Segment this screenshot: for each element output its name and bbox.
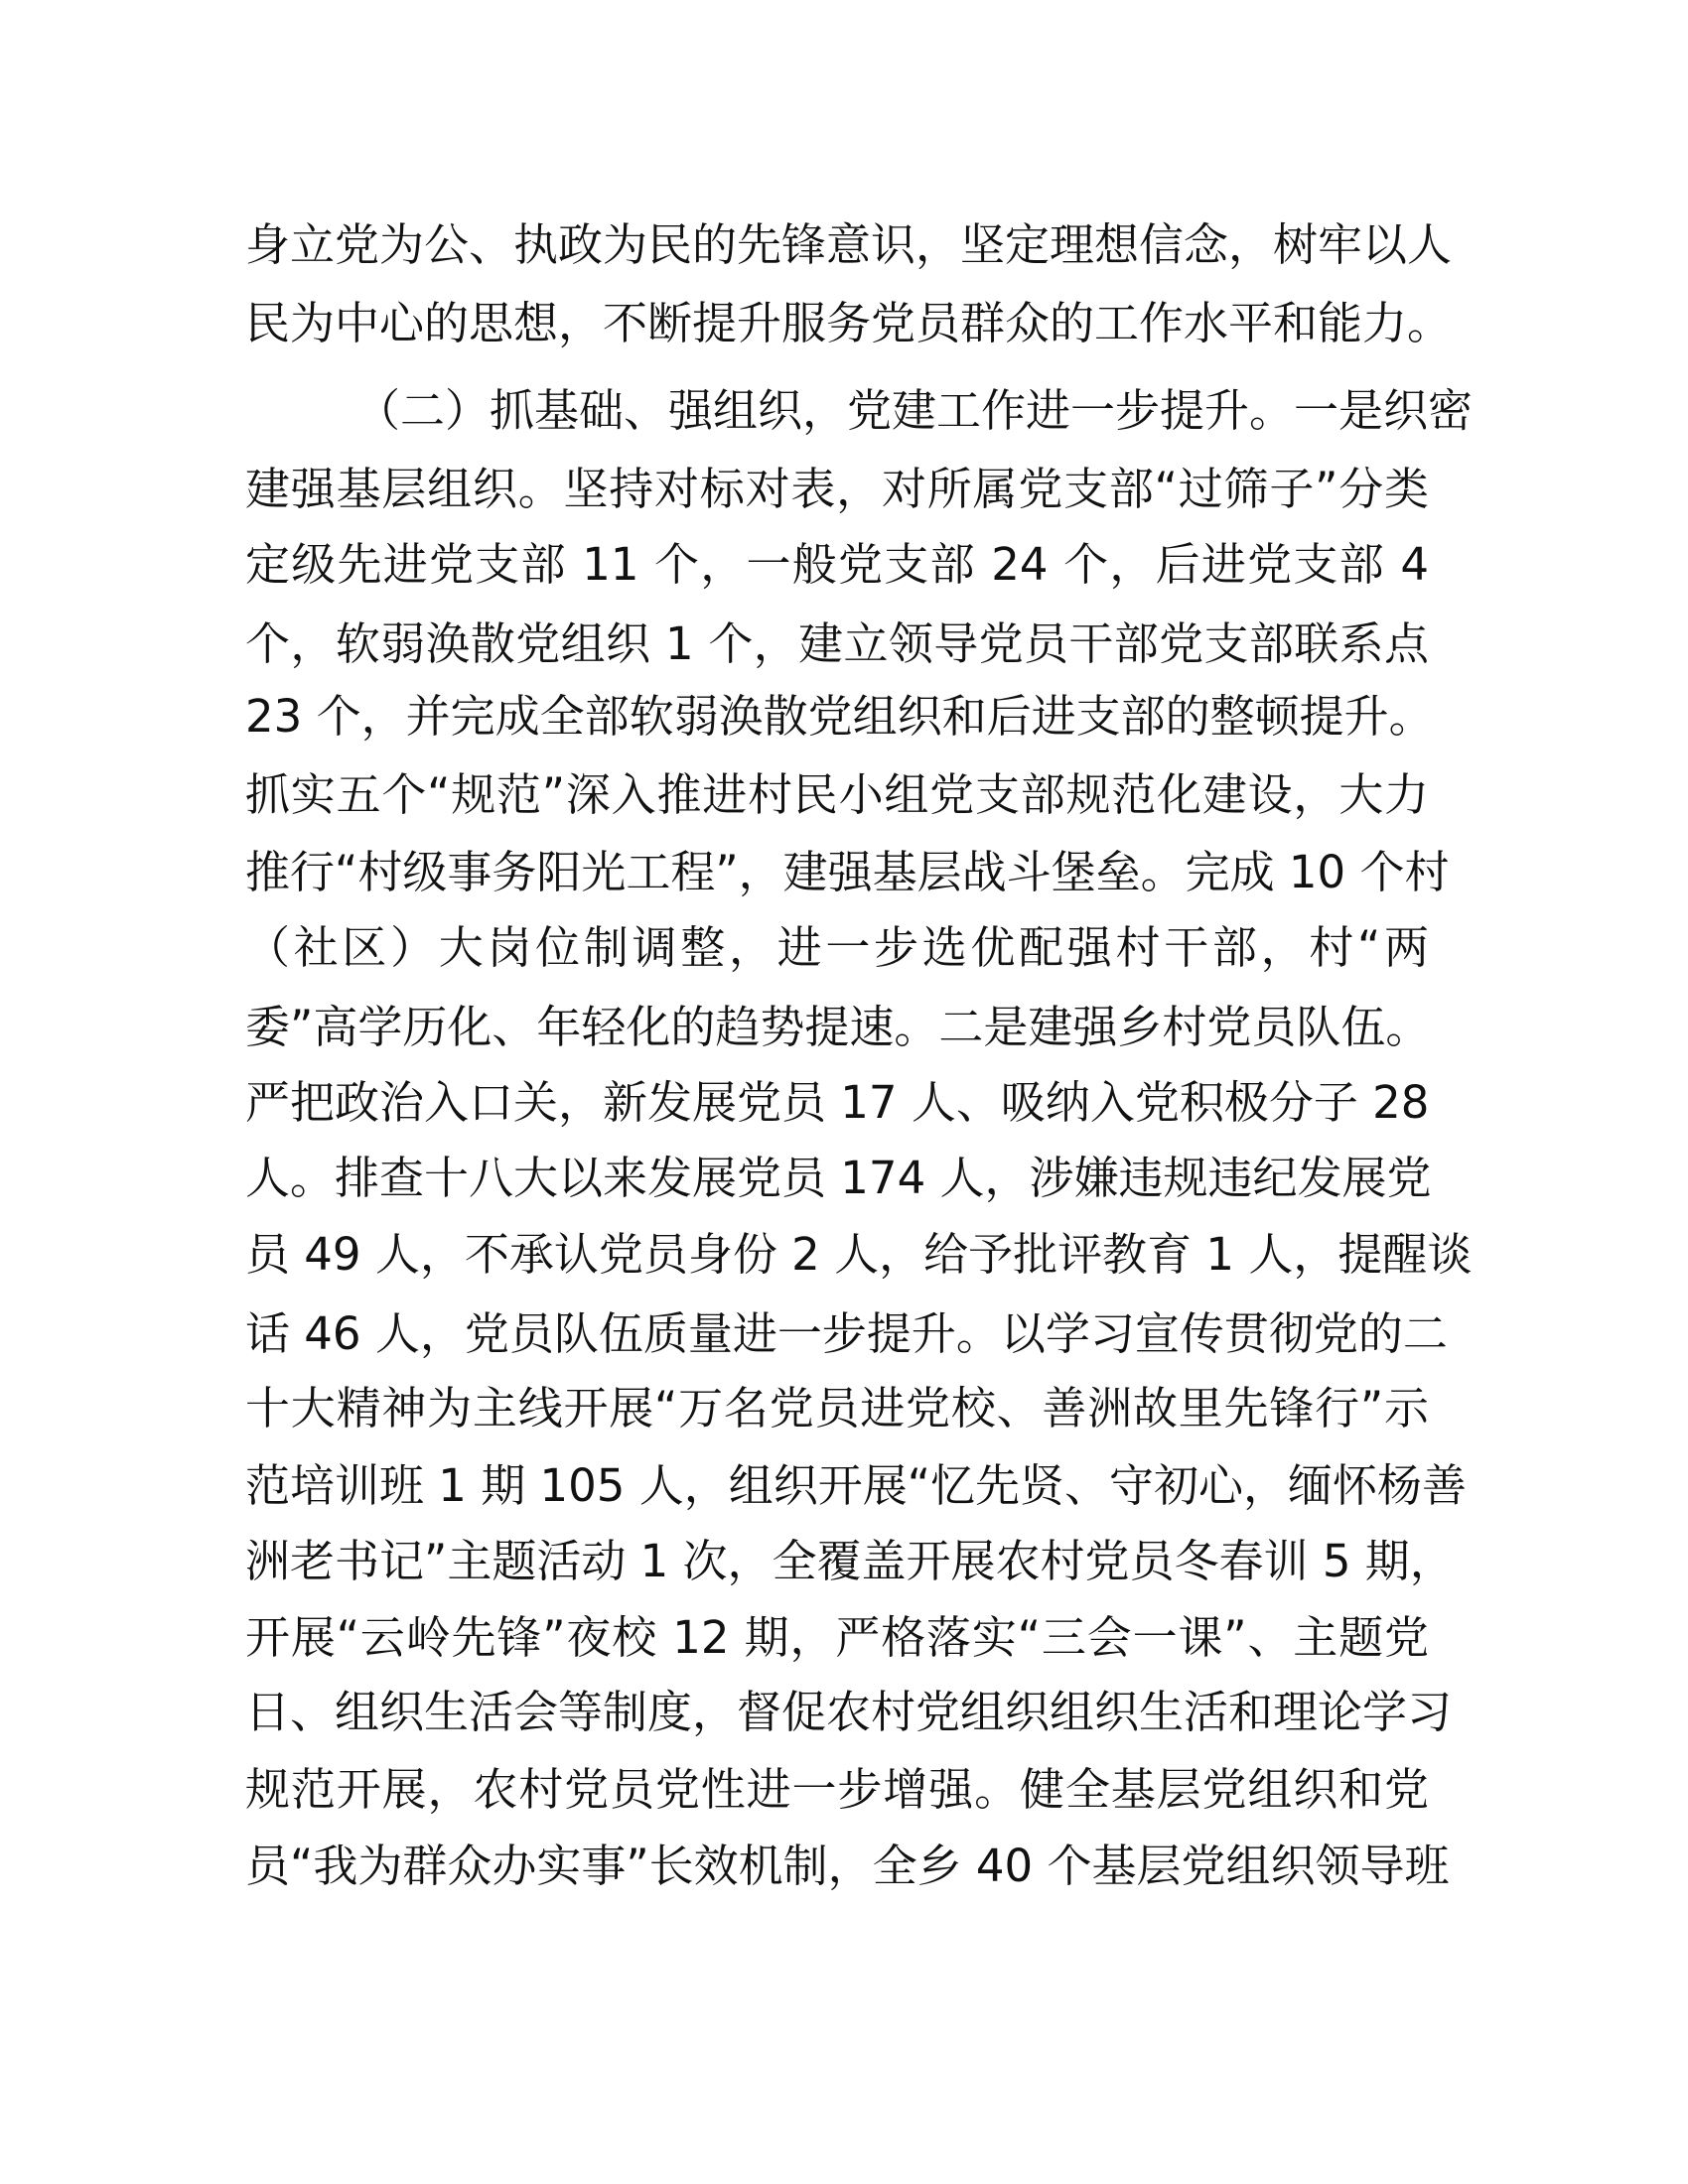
text-line: 规范开展，农村党员党性进一步增强。健全基层党组织和党 [245,1763,1429,1816]
text-line: 人。排查十八大以来发展党员 174 人，涉嫌违规违纪发展党 [245,1152,1432,1204]
text-line: 推行“村级事务阳光工程”，建强基层战斗堡垒。完成 10 个村 [245,846,1450,898]
text-line: 员 49 人，不承认党员身份 2 人，给予批评教育 1 人，提醒谈 [245,1228,1473,1281]
text-line: 定级先进党支部 11 个，一般党支部 24 个，后进党支部 4 [245,538,1429,591]
text-line: 十大精神为主线开展“万名党员进党校、善洲故里先锋行”示 [245,1382,1429,1434]
text-line: 开展“云岭先锋”夜校 12 期，严格落实“三会一课”、主题党 [245,1611,1429,1664]
text-line: 日、组织生活会等制度，督促农村党组织组织生活和理论学习 [245,1686,1453,1738]
text-line: （社区）大岗位制调整，进一步选优配强村干部，村“两 [245,921,1429,974]
text-line: 23 个，并完成全部软弱涣散党组织和后进支部的整顿提升。 [245,690,1434,743]
text-line: 身立党为公、执政为民的先锋意识，坚定理想信念，树牢以人 [245,218,1453,271]
text-line: 个，软弱涣散党组织 1 个，建立领导党员干部党支部联系点 [245,617,1429,670]
text-line: 委”高学历化、年轻化的趋势提速。二是建强乡村党员队伍。 [245,1001,1431,1053]
text-line: 抓实五个“规范”深入推进村民小组党支部规范化建设，大力 [245,768,1429,821]
text-line: 建强基层组织。坚持对标对表，对所属党支部“过筛子”分类 [245,463,1429,515]
text-line: 民为中心的思想，不断提升服务党员群众的工作水平和能力。 [245,297,1453,349]
section-heading-line: （二）抓基础、强组织，党建工作进一步提升。一是织密 [355,384,1474,437]
text-line: 严把政治入口关，新发展党员 17 人、吸纳入党积极分子 28 [245,1076,1430,1129]
text-line: 话 46 人，党员队伍质量进一步提升。以学习宣传贯彻党的二 [245,1307,1448,1360]
text-line: 员“我为群众办实事”长效机制，全乡 40 个基层党组织领导班 [245,1840,1450,1892]
text-line: 洲老书记”主题活动 1 次，全覆盖开展农村党员冬春训 5 期， [245,1535,1455,1587]
text-line: 范培训班 1 期 105 人，组织开展“忆先贤、守初心，缅怀杨善 [245,1459,1468,1512]
